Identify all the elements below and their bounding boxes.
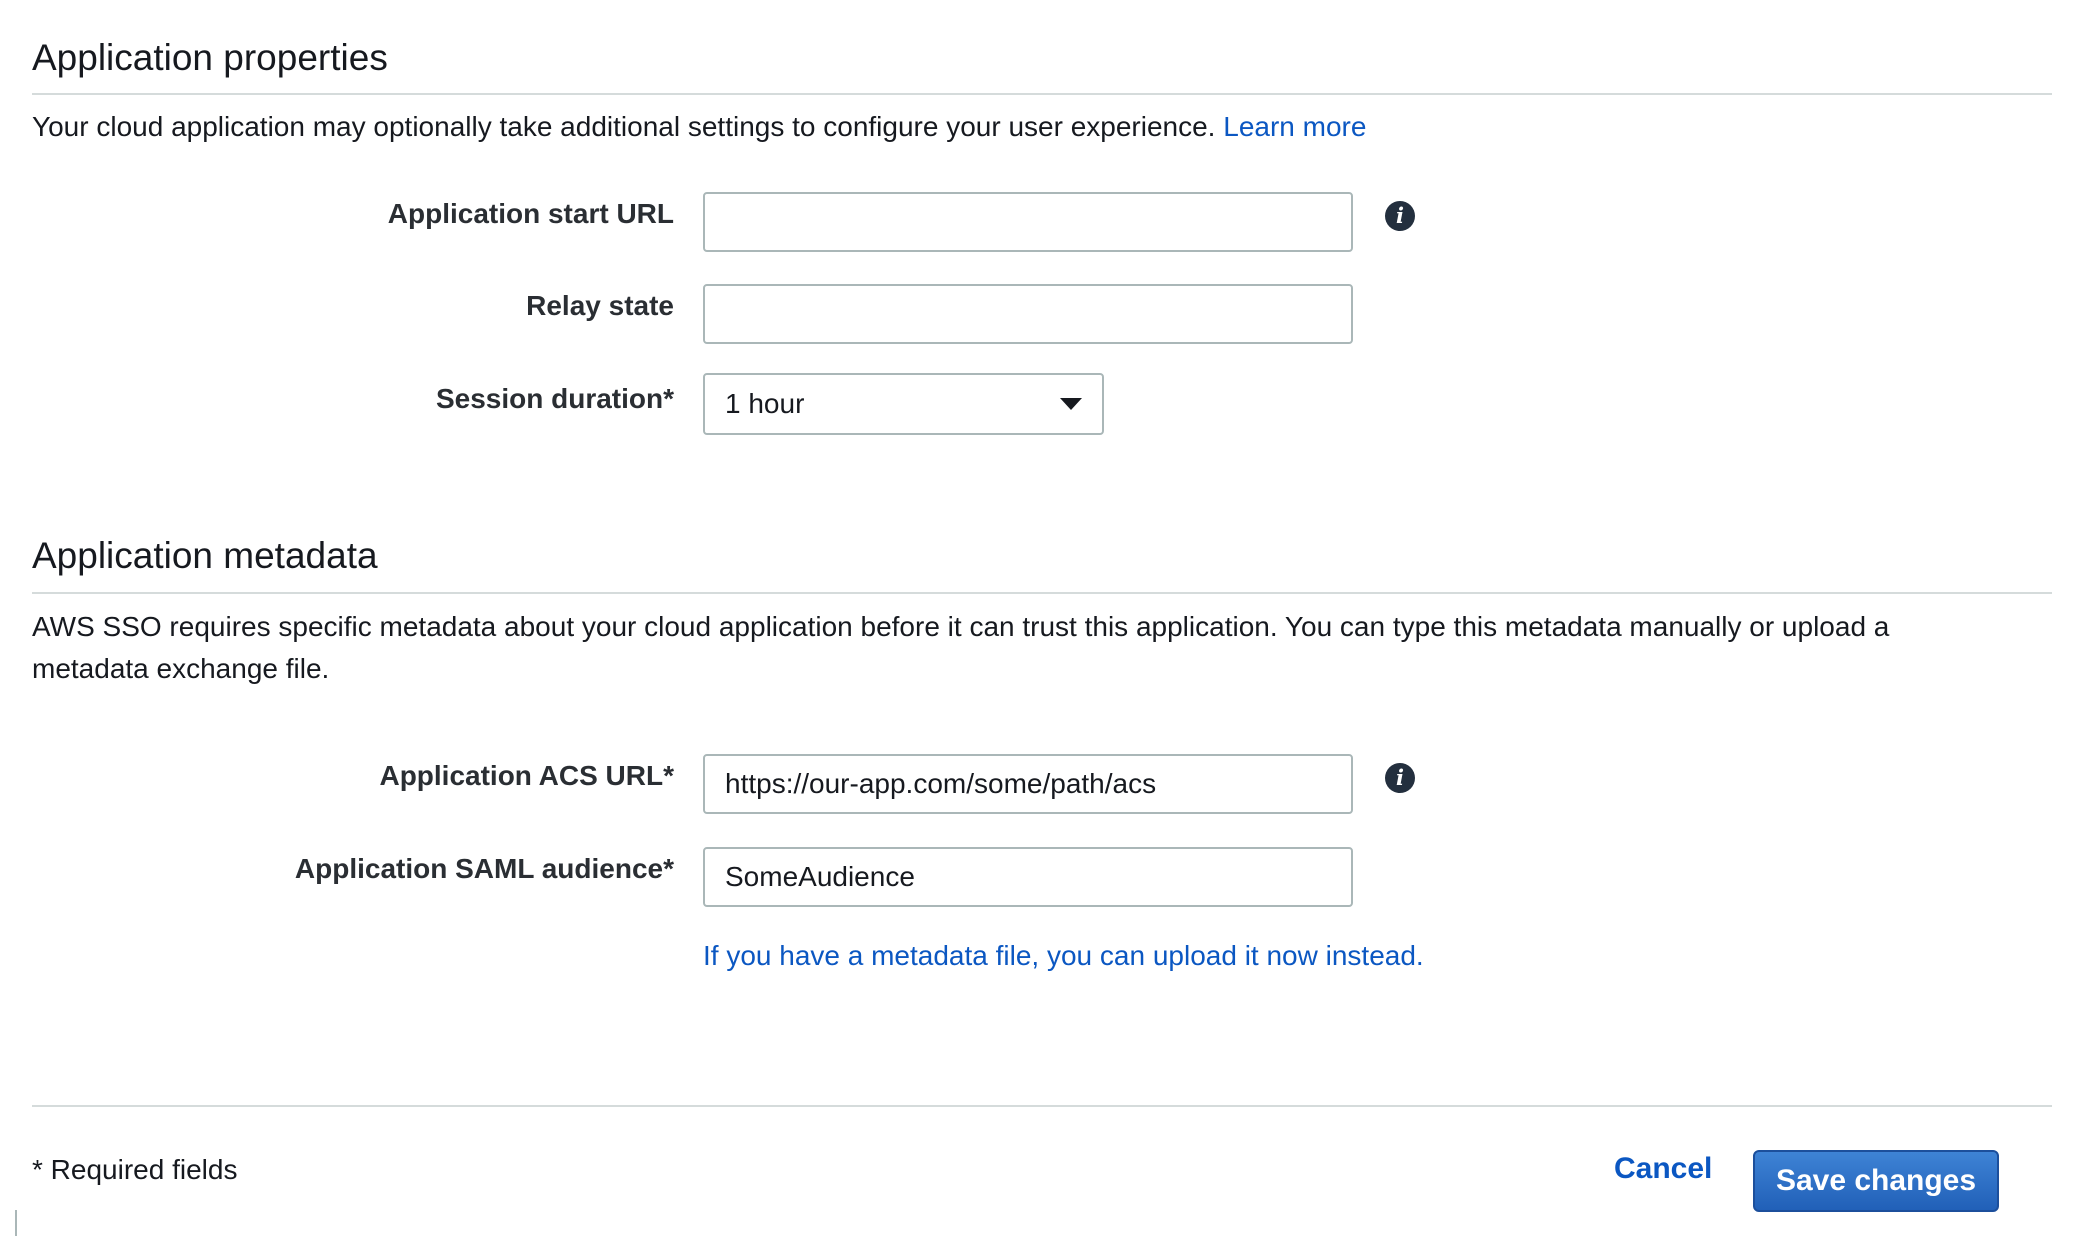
session-duration-label: Session duration* (435, 383, 674, 414)
start-url-input[interactable] (703, 192, 1353, 252)
properties-section-title: Application properties (32, 37, 388, 78)
properties-divider (32, 93, 2052, 95)
acs-url-input[interactable] (703, 754, 1353, 814)
metadata-description: AWS SSO requires specific metadata about your cloud application before it can trust this application. You can type this metadata manually or upload a metadata exchange file. (32, 611, 1890, 684)
save-changes-button[interactable]: Save changes (1753, 1150, 1999, 1212)
saml-audience-input[interactable] (703, 847, 1353, 907)
cancel-button[interactable]: Cancel (1614, 1152, 1713, 1185)
info-icon[interactable]: i (1385, 201, 1415, 231)
properties-description-text: Your cloud application may optionally take additional settings to configure your user experience. (32, 111, 1216, 142)
learn-more-link[interactable]: Learn more (1223, 111, 1367, 142)
edge-divider (15, 1210, 17, 1236)
properties-description (32, 106, 2052, 148)
session-duration-value: 1 hour (725, 388, 805, 419)
footer-divider (32, 1105, 2052, 1107)
relay-state-input[interactable] (703, 284, 1353, 344)
metadata-section-title: Application metadata (32, 535, 378, 576)
acs-url-label: Application ACS URL* (379, 760, 674, 791)
caret-down-icon (1060, 398, 1082, 410)
metadata-divider (32, 592, 2052, 594)
required-fields-note: * Required fields (32, 1154, 238, 1185)
saml-audience-label: Application SAML audience* (294, 853, 674, 884)
info-icon[interactable]: i (1385, 763, 1415, 793)
upload-metadata-link[interactable]: If you have a metadata file, you can upload it now instead. (703, 940, 1424, 971)
start-url-label: Application start URL (387, 198, 674, 229)
session-duration-select[interactable] (703, 373, 1104, 435)
relay-state-label: Relay state (526, 290, 674, 321)
